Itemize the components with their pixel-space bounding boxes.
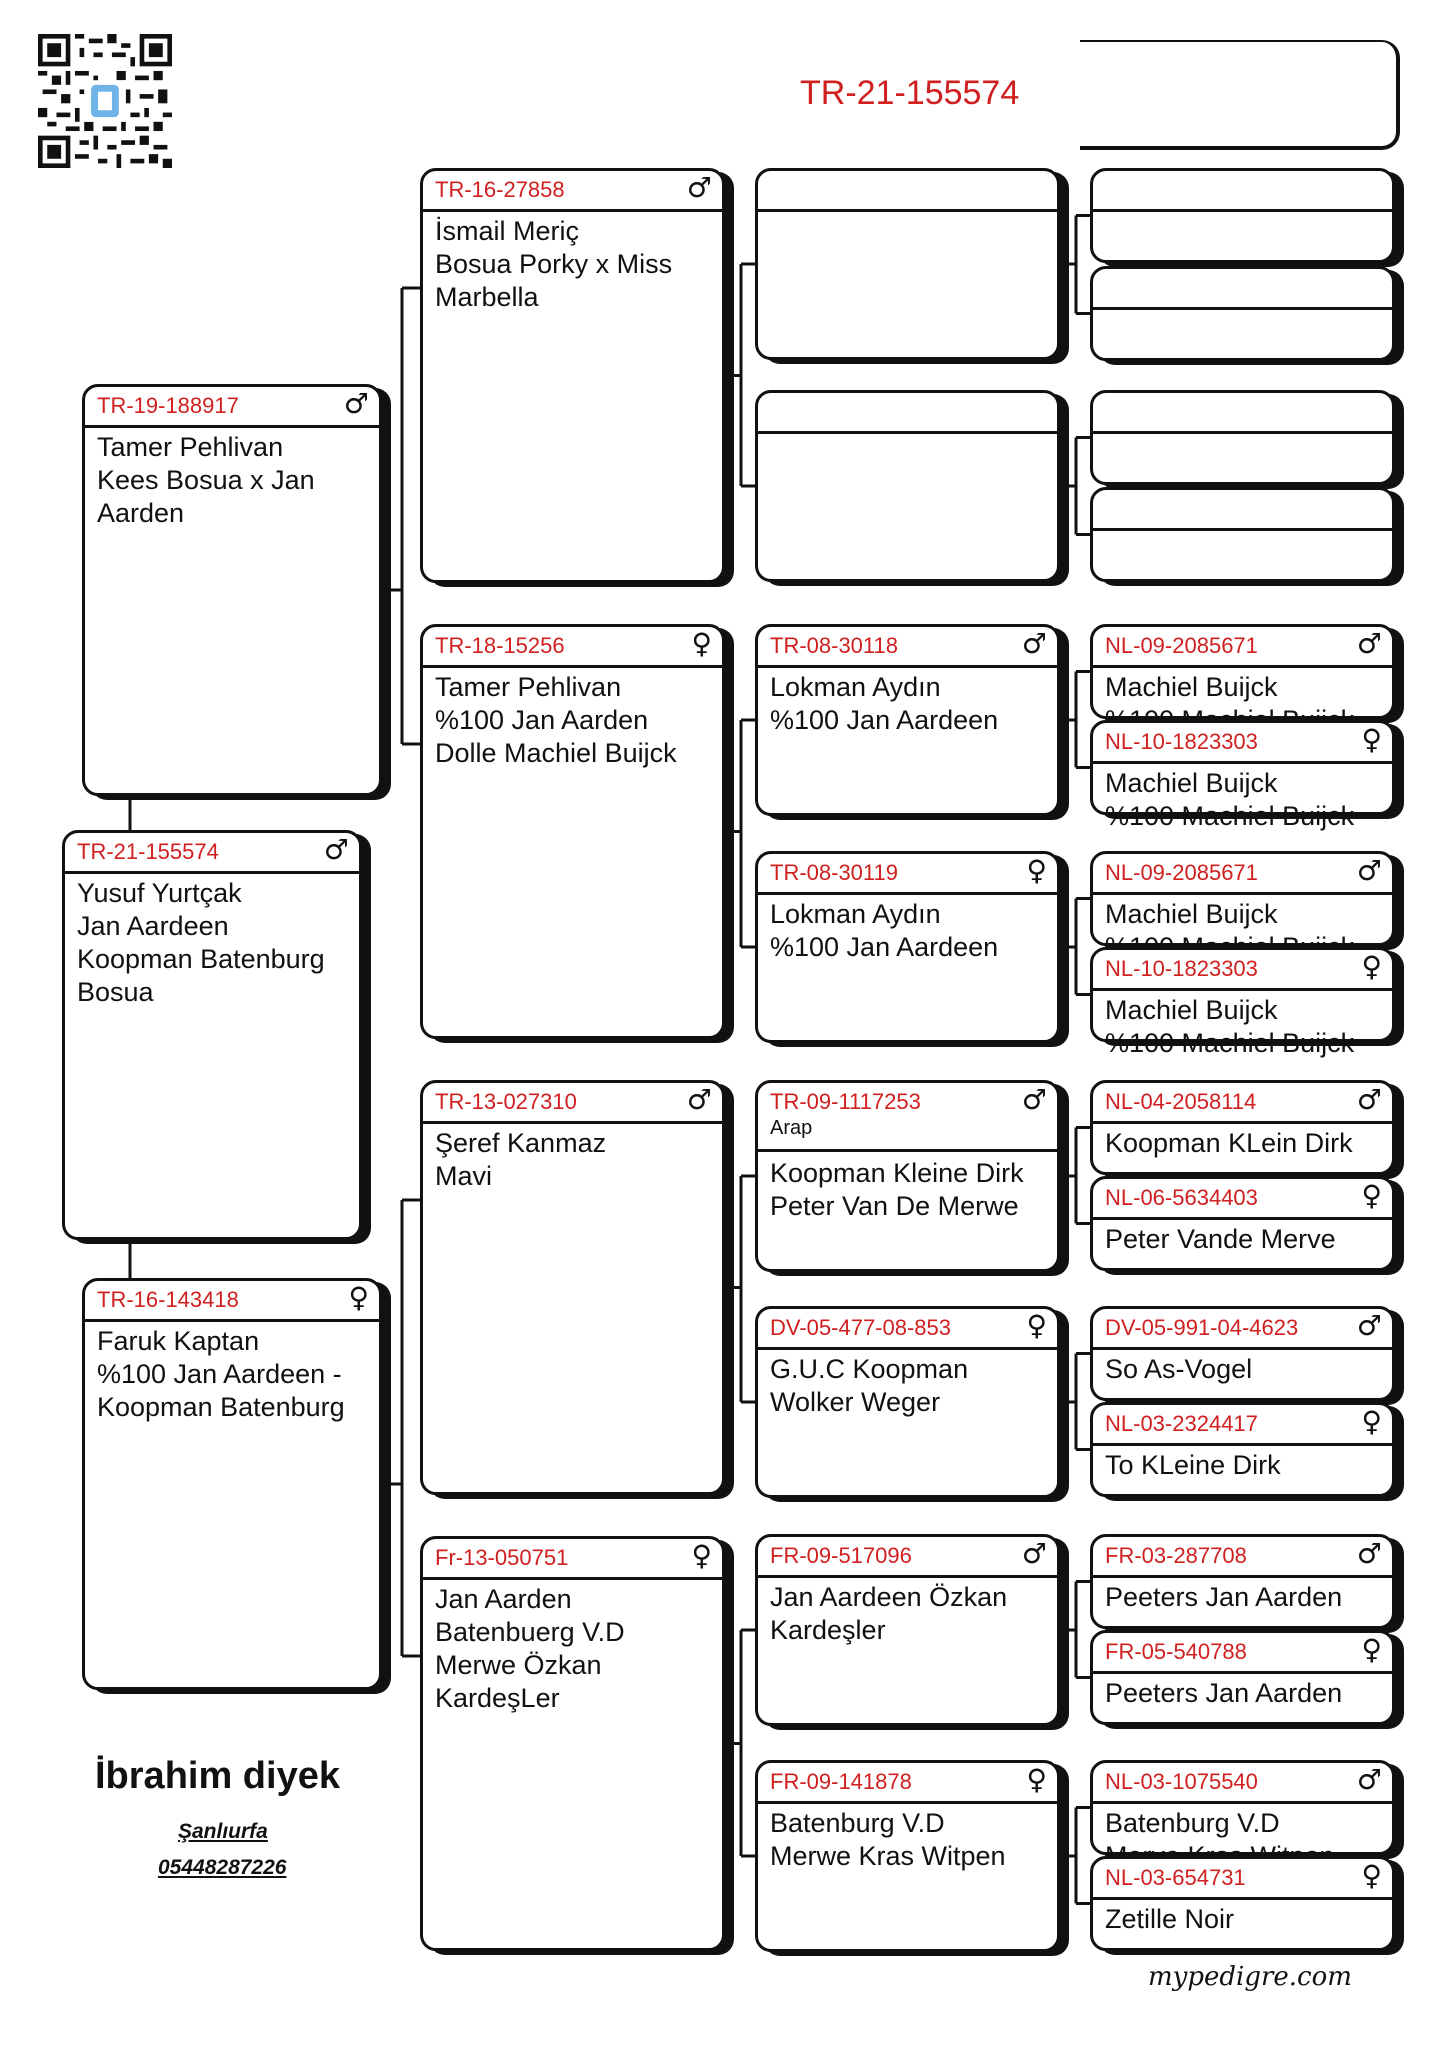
ring-number: TR-09-1117253: [770, 1089, 921, 1114]
ring-number: TR-16-27858: [435, 177, 565, 202]
card-body: [435, 671, 710, 770]
card-body: [770, 671, 1045, 737]
info-line: Şeref Kanmaz: [435, 1128, 607, 1158]
female-icon: ♀: [348, 1281, 369, 1314]
qr-code-icon: [38, 34, 172, 168]
dam-card[interactable]: [82, 1278, 382, 1690]
ring-number: TR-13-027310: [435, 1089, 577, 1114]
info-line: Batenburg V.D: [770, 1808, 945, 1838]
male-icon: ♂: [1021, 627, 1047, 660]
gen3-card-6[interactable]: [755, 1306, 1060, 1498]
info-line: Peter Van De Merwe: [770, 1191, 1019, 1221]
gen4-card-11[interactable]: [1090, 1306, 1395, 1401]
ring-number: Fr-13-050751: [435, 1545, 569, 1570]
ring-number: NL-09-2085671: [1105, 860, 1258, 885]
gen4-card-1[interactable]: [1090, 168, 1395, 263]
female-icon: ♀: [1361, 1405, 1382, 1438]
card-header: [758, 1537, 1057, 1578]
card-body: [1105, 767, 1380, 833]
info-line: Kardeşler: [770, 1615, 886, 1645]
card-header: [1093, 627, 1392, 668]
card-body: [97, 431, 367, 530]
female-icon: ♀: [691, 627, 712, 660]
info-line: Tamer Pehlivan: [435, 672, 622, 702]
info-line: G.U.C Koopman: [770, 1354, 969, 1384]
info-line: %100 Machiel Buijck: [1105, 1028, 1355, 1058]
ring-number: NL-04-2058114: [1105, 1089, 1257, 1114]
female-icon: ♀: [1361, 723, 1382, 756]
header-frame: [1080, 40, 1400, 150]
info-line: Yusuf Yurtçak: [77, 878, 242, 908]
ring-number: NL-03-2324417: [1105, 1411, 1258, 1436]
ring-number: NL-10-1823303: [1105, 729, 1258, 754]
info-line: %100 Jan Aardeen -: [97, 1359, 342, 1389]
info-line: Batenbuerg V.D: [435, 1617, 625, 1647]
ring-number: TR-16-143418: [97, 1287, 239, 1312]
info-line: İsmail Meriç: [435, 216, 580, 246]
gen4-card-10[interactable]: [1090, 1176, 1395, 1271]
male-icon: ♂: [1356, 1083, 1382, 1116]
gen4-card-16[interactable]: [1090, 1856, 1395, 1951]
gen4-card-5[interactable]: [1090, 624, 1395, 719]
info-line: Peeters Jan Aarden: [1105, 1582, 1343, 1612]
male-icon: ♂: [323, 833, 349, 866]
card-header: [1093, 1763, 1392, 1804]
info-line: Koopman KLein Dirk: [1105, 1128, 1353, 1158]
card-body: [770, 1807, 1045, 1873]
info-line: Peter Vande Merve: [1105, 1224, 1336, 1254]
info-line: Koopman Batenburg: [77, 944, 325, 974]
male-icon: ♂: [1021, 1083, 1047, 1116]
info-line: Faruk Kaptan: [97, 1326, 260, 1356]
ring-number: TR-19-188917: [97, 393, 239, 418]
info-line: Batenburg V.D: [1105, 1808, 1280, 1838]
card-header: [758, 854, 1057, 895]
card-header: [758, 1309, 1057, 1350]
gen2-card-2[interactable]: [420, 624, 725, 1039]
gen3-card-2[interactable]: [755, 390, 1060, 582]
male-icon: ♂: [1356, 1537, 1382, 1570]
male-icon: ♂: [1356, 1309, 1382, 1342]
card-body: [1105, 1223, 1380, 1256]
male-icon: ♂: [343, 387, 369, 420]
female-icon: ♀: [1026, 1763, 1047, 1796]
info-line: Wolker Weger: [770, 1387, 941, 1417]
card-header: [65, 833, 359, 874]
ring-subtitle: Arap: [770, 1117, 813, 1139]
info-line: Machiel Buijck: [1105, 768, 1278, 798]
info-line: Bosua: [77, 977, 154, 1007]
card-header: [1093, 171, 1392, 212]
card-body: [770, 898, 1045, 964]
info-line: %100 Machiel Buijck: [1105, 801, 1355, 831]
ring-number: TR-18-15256: [435, 633, 565, 658]
ring-number: FR-09-517096: [770, 1543, 912, 1568]
card-body: [435, 1583, 710, 1715]
brand-logo: mypedigre.com: [1148, 1962, 1352, 1992]
info-line: %100 Jan Aardeen: [770, 705, 999, 735]
male-icon: ♂: [686, 171, 712, 204]
card-header: [1093, 1083, 1392, 1124]
gen3-card-1[interactable]: [755, 168, 1060, 360]
ring-number: TR-08-30119: [770, 860, 898, 885]
gen2-card-3[interactable]: [420, 1080, 725, 1495]
ring-number: DV-05-991-04-4623: [1105, 1315, 1299, 1340]
card-header: [1093, 269, 1392, 310]
card-header: [423, 627, 722, 668]
card-header: [1093, 950, 1392, 991]
male-icon: ♂: [1356, 854, 1382, 887]
card-header: [758, 1763, 1057, 1804]
gen3-card-5[interactable]: [755, 1080, 1060, 1272]
gen4-card-2[interactable]: [1090, 266, 1395, 361]
gen4-card-15[interactable]: [1090, 1760, 1395, 1855]
ring-number: NL-03-654731: [1105, 1865, 1246, 1890]
info-line: So As-Vogel: [1105, 1354, 1253, 1384]
card-body: [1105, 1449, 1380, 1482]
info-line: Peeters Jan Aarden: [1105, 1678, 1343, 1708]
ring-number: NL-10-1823303: [1105, 956, 1258, 981]
sire-card[interactable]: [82, 384, 382, 796]
gen4-card-3[interactable]: [1090, 390, 1395, 485]
ring-number: FR-05-540788: [1105, 1639, 1247, 1664]
gen3-card-3[interactable]: [755, 624, 1060, 816]
info-line: Mavi: [435, 1161, 493, 1191]
info-line: Merwe Özkan: [435, 1650, 602, 1680]
ring-number: DV-05-477-08-853: [770, 1315, 952, 1340]
info-line: Lokman Aydın: [770, 899, 941, 929]
card-header: [1093, 1537, 1392, 1578]
card-header: [1093, 1179, 1392, 1220]
info-line: %100 Jan Aarden: [435, 705, 649, 735]
card-header: [423, 171, 722, 212]
card-header: [758, 393, 1057, 434]
info-line: Machiel Buijck: [1105, 995, 1278, 1025]
pedigree-title: TR-21-155574: [800, 74, 1020, 112]
male-icon: ♂: [1021, 1537, 1047, 1570]
info-line: Machiel Buijck: [1105, 899, 1278, 929]
info-line: Koopman Kleine Dirk: [770, 1158, 1024, 1188]
card-header: [1093, 1859, 1392, 1900]
ring-number: NL-03-1075540: [1105, 1769, 1258, 1794]
card-body: [1105, 994, 1380, 1060]
card-body: [1105, 1903, 1380, 1936]
female-icon: ♀: [691, 1539, 712, 1572]
card-header: [85, 387, 379, 428]
card-header: [758, 171, 1057, 212]
card-header: [1093, 1405, 1392, 1446]
subject-card[interactable]: [62, 830, 362, 1240]
gen3-card-8[interactable]: [755, 1760, 1060, 1952]
card-body: [435, 215, 710, 314]
card-body: [1105, 1127, 1380, 1160]
card-header: [1093, 490, 1392, 531]
card-body: [77, 877, 347, 1009]
ring-number: NL-06-5634403: [1105, 1185, 1258, 1210]
gen4-card-14[interactable]: [1090, 1630, 1395, 1725]
info-line: Tamer Pehlivan: [97, 432, 284, 462]
gen4-card-4[interactable]: [1090, 487, 1395, 582]
gen4-card-8[interactable]: [1090, 947, 1395, 1058]
card-body: [1105, 1581, 1380, 1614]
info-line: Jan Aarden: [435, 1584, 572, 1614]
info-line: KardeşLer: [435, 1683, 560, 1713]
card-body: [1105, 1677, 1380, 1710]
owner-city: Şanlıurfa: [178, 1820, 268, 1843]
card-header: [1093, 393, 1392, 434]
gen2-card-4[interactable]: [420, 1536, 725, 1951]
card-body: [770, 1353, 1045, 1419]
card-body: [770, 1157, 1045, 1223]
card-header: [1093, 1309, 1392, 1350]
female-icon: ♀: [1361, 1179, 1382, 1212]
info-line: %100 Jan Aardeen: [770, 932, 999, 962]
gen2-card-1[interactable]: [420, 168, 725, 583]
female-icon: ♀: [1361, 950, 1382, 983]
card-body: [770, 1581, 1045, 1647]
card-header: [423, 1083, 722, 1124]
card-header: [1093, 854, 1392, 895]
card-body: [1105, 1353, 1380, 1386]
card-header: [1093, 723, 1392, 764]
ring-number: FR-09-141878: [770, 1769, 912, 1794]
female-icon: ♀: [1026, 1309, 1047, 1342]
card-header: [758, 627, 1057, 668]
info-line: To KLeine Dirk: [1105, 1450, 1281, 1480]
ring-number: FR-03-287708: [1105, 1543, 1247, 1568]
gen3-card-7[interactable]: [755, 1534, 1060, 1726]
card-header: [1093, 1633, 1392, 1674]
female-icon: ♀: [1361, 1859, 1382, 1892]
male-icon: ♂: [1356, 627, 1382, 660]
gen4-card-13[interactable]: [1090, 1534, 1395, 1629]
male-icon: ♂: [686, 1083, 712, 1116]
female-icon: ♀: [1361, 1633, 1382, 1666]
ring-number: TR-21-155574: [77, 839, 219, 864]
info-line: Jan Aardeen Özkan: [770, 1582, 1008, 1612]
info-line: Merwe Kras Witpen: [770, 1841, 1006, 1871]
gen3-card-4[interactable]: [755, 851, 1060, 1043]
info-line: Koopman Batenburg: [97, 1392, 345, 1422]
male-icon: ♂: [1356, 1763, 1382, 1796]
gen4-card-12[interactable]: [1090, 1402, 1395, 1497]
info-line: Marbella: [435, 282, 539, 312]
info-line: Aarden: [97, 498, 185, 528]
info-line: Bosua Porky x Miss: [435, 249, 673, 279]
info-line: Zetille Noir: [1105, 1904, 1235, 1934]
owner-name: İbrahim diyek: [95, 1755, 340, 1797]
card-body: [435, 1127, 710, 1193]
card-header: [423, 1539, 722, 1580]
info-line: Lokman Aydın: [770, 672, 941, 702]
info-line: Dolle Machiel Buijck: [435, 738, 677, 768]
gen4-card-7[interactable]: [1090, 851, 1395, 946]
card-header: [758, 1083, 1057, 1152]
female-icon: ♀: [1026, 854, 1047, 887]
info-line: Kees Bosua x Jan: [97, 465, 315, 495]
owner-phone: 05448287226: [158, 1856, 287, 1879]
info-line: Machiel Buijck: [1105, 672, 1278, 702]
ring-number: TR-08-30118: [770, 633, 898, 658]
ring-number: NL-09-2085671: [1105, 633, 1258, 658]
card-header: [85, 1281, 379, 1322]
info-line: Jan Aardeen: [77, 911, 229, 941]
card-body: [97, 1325, 367, 1424]
gen4-card-9[interactable]: [1090, 1080, 1395, 1175]
gen4-card-6[interactable]: [1090, 720, 1395, 831]
